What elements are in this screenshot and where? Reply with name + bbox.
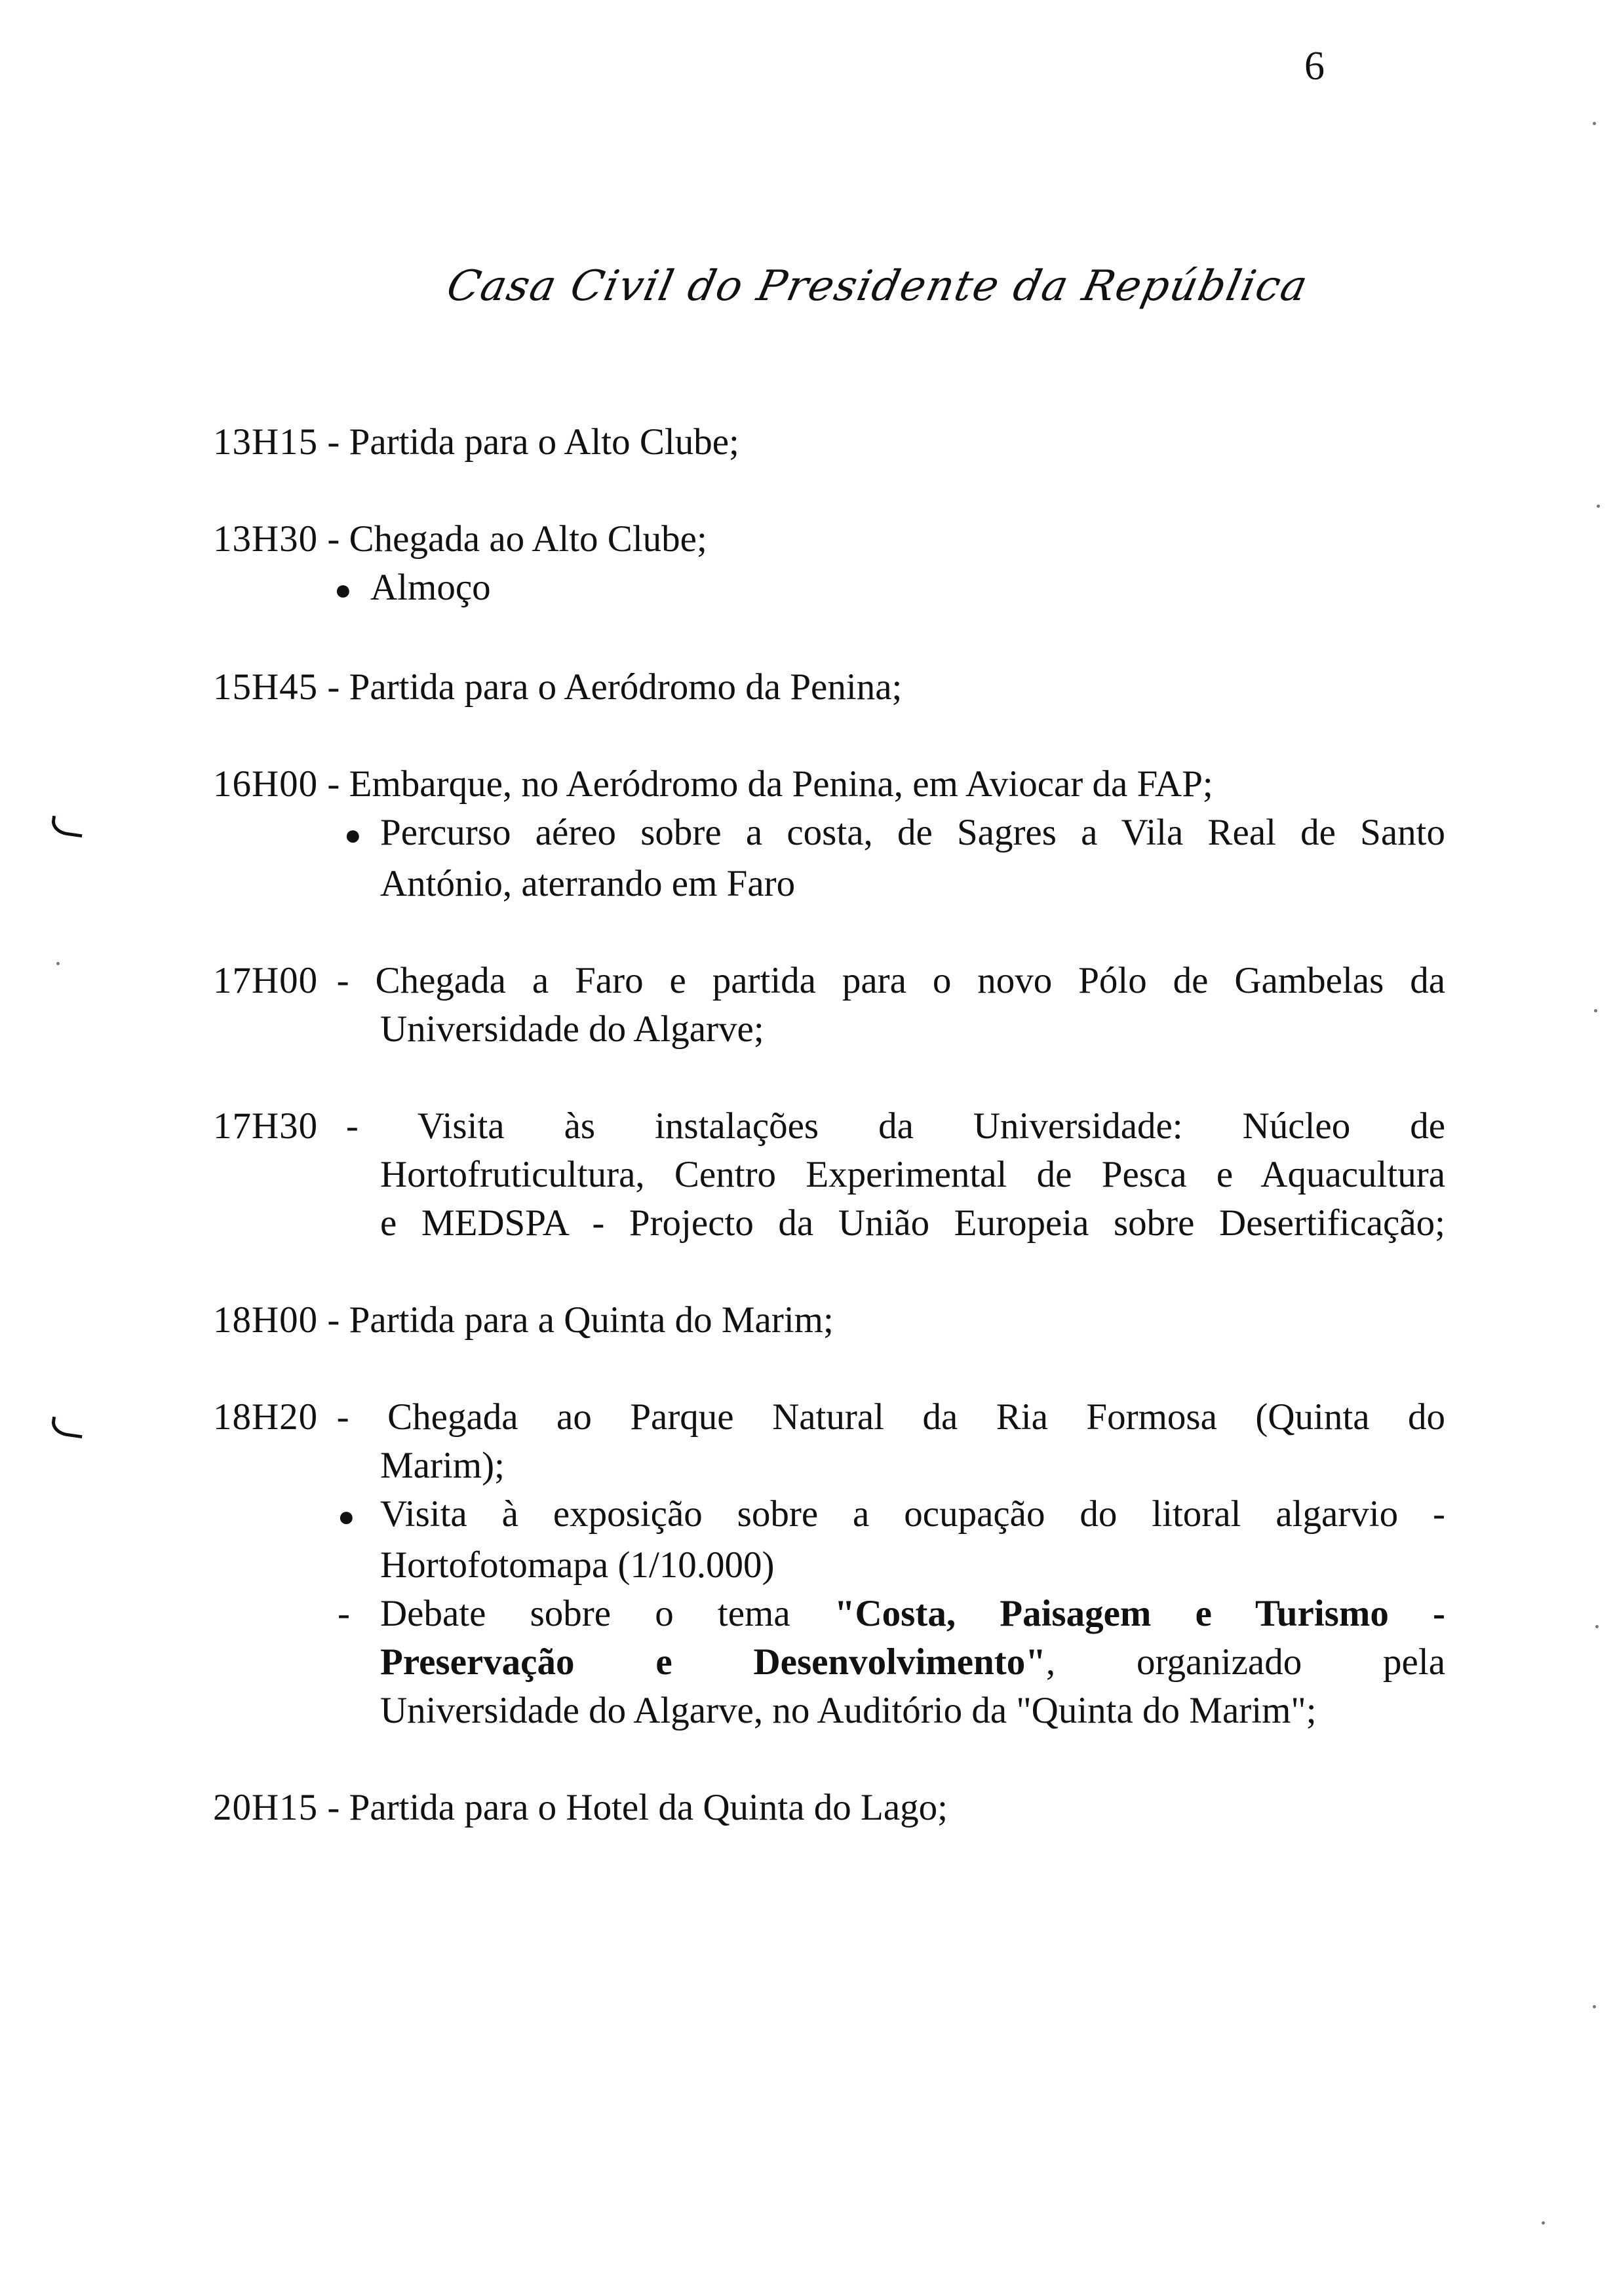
entry-text: - Chegada a Faro e partida para o novo Pólo de Gambelas da <box>336 960 1445 1001</box>
entry-item: Percurso aéreo sobre a costa, de Sagres a Vila Real de Santo <box>380 812 1445 853</box>
debate-theme: "Costa, Paisagem e Turismo - <box>834 1593 1445 1634</box>
margin-pen-mark <box>50 1417 84 1439</box>
entry-item: Visita à exposição sobre a ocupação do litoral algarvio - <box>380 1493 1445 1535</box>
entry-text: - Chegada ao Alto Clube; <box>327 518 707 560</box>
schedule-entry <box>213 1296 1445 1345</box>
entry-text: - Partida para o Alto Clube; <box>327 421 739 463</box>
schedule-entry <box>213 1102 1445 1248</box>
entry-text: - Visita às instalações da Universidade: Núcleo de <box>345 1105 1445 1147</box>
schedule <box>213 418 1445 1881</box>
scan-speck <box>1597 505 1600 508</box>
letterhead: Casa Civil do Presidente da República <box>442 262 1313 311</box>
entry-time: 16H00 <box>213 763 319 805</box>
schedule-entry <box>213 663 1445 712</box>
scan-speck <box>1594 1009 1597 1012</box>
schedule-entry <box>213 1784 1445 1832</box>
entry-text: - Embarque, no Aeródromo da Penina, em Aviocar da FAP; <box>327 763 1213 805</box>
schedule-entry <box>213 760 1445 908</box>
entry-time: 15H45 <box>213 666 319 708</box>
entry-text-continuation: Universidade do Algarve; <box>380 1008 764 1050</box>
entry-time: 17H30 <box>213 1105 319 1147</box>
scan-speck <box>1595 1625 1599 1628</box>
entry-time: 17H00 <box>213 960 319 1001</box>
debate-intro: Debate sobre o tema <box>380 1593 834 1634</box>
scan-speck <box>56 962 60 965</box>
scan-speck <box>1542 2221 1545 2225</box>
bullet-icon: ● <box>334 574 352 606</box>
scan-speck <box>1593 122 1596 125</box>
debate-theme-continued: Preservação e Desenvolvimento" <box>380 1641 1046 1683</box>
entry-item-continuation: Hortofotomapa (1/10.000) <box>380 1544 775 1586</box>
entry-item-continuation: António, aterrando em Faro <box>380 863 796 904</box>
entry-item-continuation <box>213 1638 1445 1687</box>
schedule-entry <box>213 515 1445 615</box>
entry-time: 18H00 <box>213 1299 319 1341</box>
entry-time: 13H30 <box>213 518 319 560</box>
scan-speck <box>1593 2005 1596 2008</box>
debate-organizer: , organizado pela <box>1045 1641 1445 1683</box>
schedule-entry <box>213 957 1445 1054</box>
entry-text-continuation: Hortofruticultura, Centro Experimental de Pesca e Aquacultura <box>380 1154 1445 1195</box>
entry-item <box>380 1590 1445 1638</box>
bullet-icon: ● <box>344 819 362 851</box>
entry-text: - Partida para o Aeródromo da Penina; <box>327 666 903 708</box>
bullet-icon: ● <box>338 1501 355 1533</box>
entry-text-continuation: e MEDSPA - Projecto da União Europeia sobre Desertificação; <box>380 1202 1445 1244</box>
entry-item: Almoço <box>370 567 491 608</box>
schedule-entry <box>213 418 1445 467</box>
page-number: 6 <box>1304 44 1325 88</box>
margin-pen-mark <box>50 816 84 838</box>
dash-marker: - <box>338 1593 350 1634</box>
entry-text: - Partida para a Quinta do Marim; <box>327 1299 834 1341</box>
entry-time: 13H15 <box>213 421 319 463</box>
entry-time: 20H15 <box>213 1787 319 1828</box>
entry-item-continuation: Universidade do Algarve, no Auditório da "Quinta do Marim"; <box>380 1690 1317 1731</box>
entry-time: 18H20 <box>213 1396 319 1438</box>
entry-text-continuation: Marim); <box>380 1445 505 1486</box>
schedule-entry <box>213 1393 1445 1735</box>
entry-text: - Partida para o Hotel da Quinta do Lago; <box>327 1787 948 1828</box>
entry-text: - Chegada ao Parque Natural da Ria Formosa (Quinta do <box>336 1396 1445 1438</box>
